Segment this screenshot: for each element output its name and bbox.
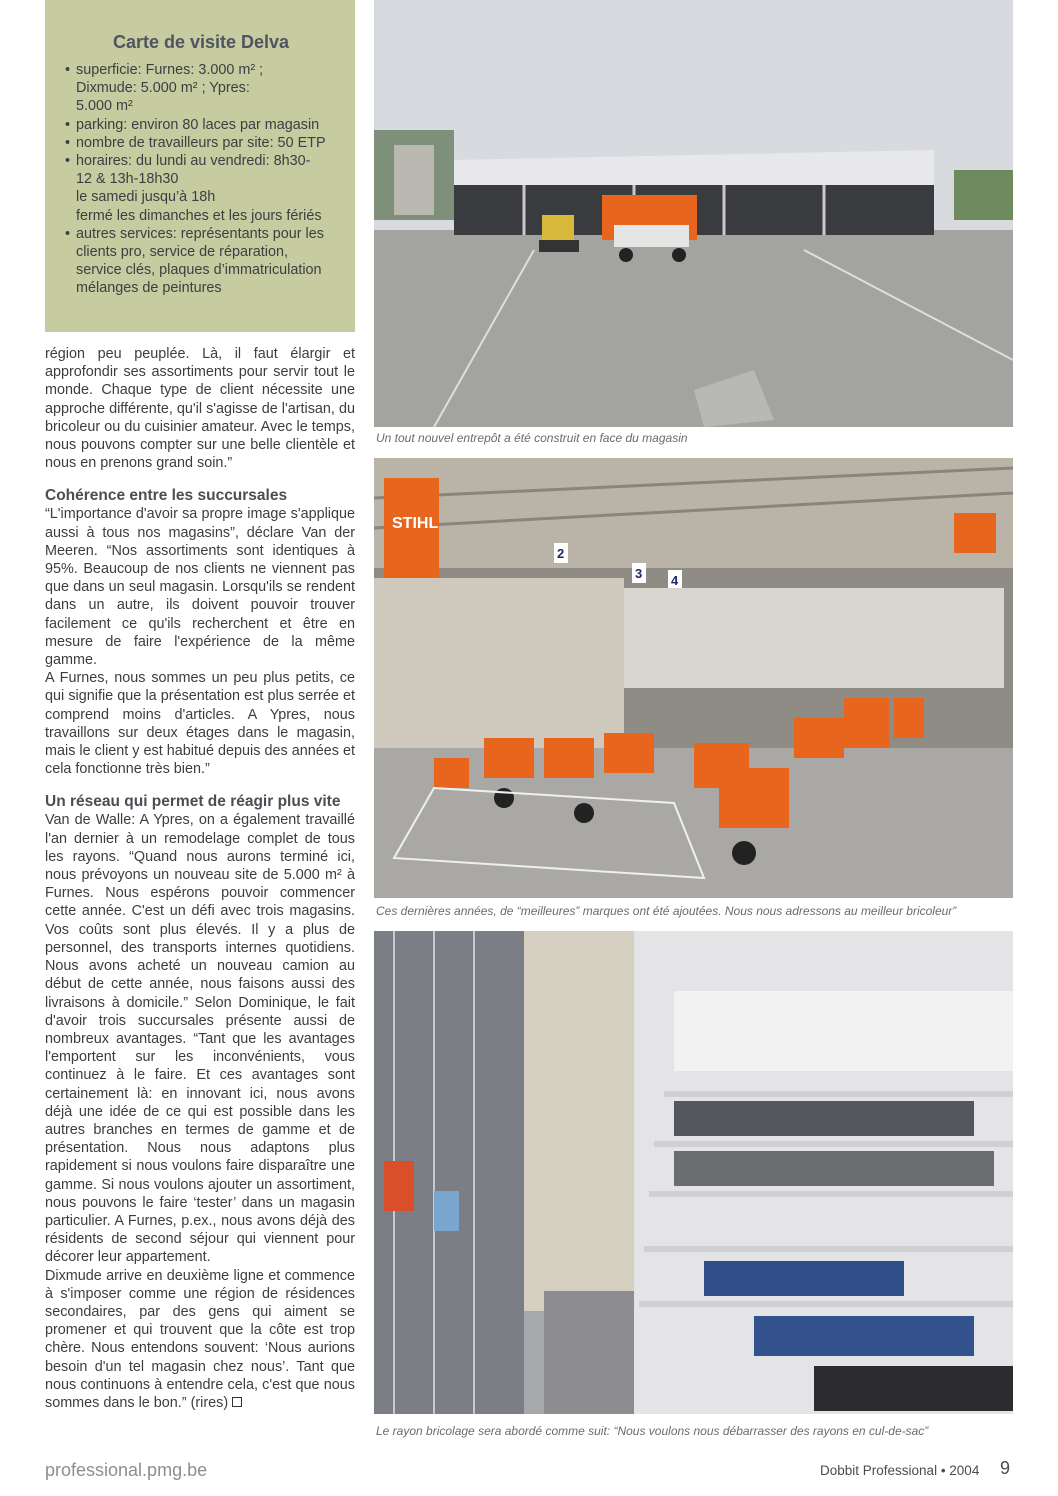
warehouse-image (374, 0, 1013, 427)
photo-warehouse (374, 0, 1013, 427)
aisle-number: 3 (635, 566, 643, 581)
article-paragraph: A Furnes, nous sommes un peu plus petits, ce qui signifie que la présentation est plus serrée et comprend moins d'articles. A Ypres, nous travaillons sur deux étages dans le magasin, mais le client y est habitué depuis des années et cela fonctionne très bien.” (45, 670, 355, 778)
article-column (45, 345, 355, 1412)
aisle-number: 4 (671, 573, 679, 588)
footer-url[interactable]: professional.pmg.be (45, 1460, 208, 1480)
aisle-number: 2 (557, 546, 565, 561)
info-item-services: • autres services: représentants pour les clients pro, service de réparation, service clés, plaques d’immatriculation mélanges de peintures (63, 225, 339, 298)
article-paragraph: “L'importance d'avoir sa propre image s'applique aussi à tous nos magasins”, déclare Van der Meeren. “Nos assortiments sont identiques à 95%. Beaucoup de nos clients ne viennent pas que dans un seul magasin. Lorsqu'ils se rendent dans un autre, ils doivent pouvoir trouver facilement ce qu'ils recherchent et être en mesure de faire l'expérience de la même gamme. (45, 506, 355, 669)
info-box (45, 0, 355, 332)
info-item-hours: • horaires: du lundi au vendredi: 8h30- 12 & 13h-18h30 le samedi jusqu’à 18h fermé les dimanches et les jours fériés (63, 152, 339, 225)
info-box-list (63, 61, 339, 298)
article-paragraph-last (45, 1267, 355, 1413)
section-heading-coherence: Cohérence entre les succursales (45, 487, 288, 505)
caption-lawnmowers: Ces dernières années, de “meilleures” marques ont été ajoutées. Nous nous adressons au meilleur bricoleur” (376, 904, 957, 918)
photo-diy-aisle (374, 931, 1013, 1414)
article-paragraph-text: Dixmude arrive en deuxième ligne et commence à s'imposer comme une région de résidences secondaires, par des gens qui aiment se promener et qui trouvent que la côte est trop chère. Nous entendons souvent: ‘Nous aurions besoin d'un tel magasin chez nous’. Tant que nous continuons à entendre cela, c'est que nous sommes dans le bon.” (rires) (45, 1267, 355, 1411)
section-heading-network: Un réseau qui permet de réagir plus vite (45, 793, 341, 811)
article-intro: région peu peuplée. Là, il faut élargir et approfondir ses assortiments pour servir tout le monde. Chaque type de client nécessite une approche différente, qu'il s'agisse de l'artisan, du bricoleur ou du cuisinier amateur. Avec le temps, nous pouvons compter sur une belle clientèle et nous en prenons grand soin.” (45, 346, 355, 472)
diy-aisle-image (374, 931, 1013, 1414)
info-item-staff: • nombre de travailleurs par site: 50 ETP (63, 134, 339, 152)
lawnmower-display-image (374, 458, 1013, 898)
caption-diy-aisle: Le rayon bricolage sera abordé comme suit: “Nous voulons nous débarrasser des rayons en cul-de-sac” (376, 1424, 929, 1438)
end-of-article-icon (232, 1397, 242, 1407)
info-item-area: • superficie: Furnes: 3.000 m² ; Dixmude: 5.000 m² ; Ypres: 5.000 m² (63, 61, 339, 116)
footer-magazine-name: Dobbit Professional • 2004 (820, 1463, 980, 1478)
info-item-parking: • parking: environ 80 laces par magasin (63, 116, 339, 134)
info-box-title: Carte de visite Delva (112, 32, 290, 52)
brand-sign-text: STIHL (392, 515, 439, 532)
page-number: 9 (1000, 1458, 1011, 1478)
photo-lawnmowers (374, 458, 1013, 898)
article-paragraph: Van de Walle: A Ypres, on a également travaillé l'an dernier à un remodelage complet de tous les rayons. “Quand nous aurons terminé ici, nous prévoyons un nouveau site de 5.000 m² à Furnes. Nous espérons pouvoir commencer cette année. C'est un défi avec trois magasins. Vos coûts sont plus élevés. Il y a plus de personnel, des transports internes quotidiens. Nous avons acheté un nouveau camion au début de cette année, nous faisons aussi des livraisons à domicile.” Selon Dominique, le fait d'avoir trois succursales présente aussi de nombreux avantages. “Tant que les avantages l'emportent sur les inconvénients, vous continuez à le faire. Et ces avantages sont certainement là: en innovant ici, nous avons déjà une idée de ce qui est possible dans les autres branches en termes de gamme et de présentation. Nous nous adaptons plus rapidement si nous voulons faire disparaître une gamme. Si nous voulons ajouter un assortiment, nous pouvons le faire ‘tester’ dans un magasin particulier. A Furnes, p.ex., nous avons déjà des résidents de second séjour qui viennent pour décorer leur appartement. (45, 812, 355, 1266)
caption-warehouse: Un tout nouvel entrepôt a été construit en face du magasin (376, 431, 688, 445)
